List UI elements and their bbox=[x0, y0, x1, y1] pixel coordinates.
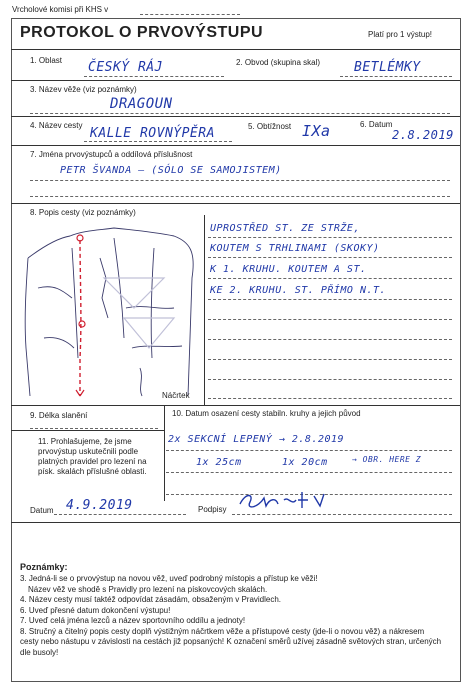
popis-rule bbox=[208, 319, 452, 320]
popis-line: K 1. KRUHU. KOUTEM A ST. bbox=[210, 264, 367, 275]
notes-title: Poznámky: bbox=[20, 562, 68, 572]
row8-divider bbox=[11, 405, 460, 406]
route-sketch bbox=[14, 218, 202, 404]
note-item: 8. Stručný a čitelný popis cesty doplň výstižným náčrtkem věže a přístupové cesty (jde-li o novou věž) a nákresem cesty nebo nástupu v závislosti na cestách již popsaných! K označení směrů užívej zásadně světových stran, určených dle busoly! bbox=[20, 626, 442, 657]
obvod-line bbox=[340, 76, 452, 77]
popis-line: KE 2. KRUHU. ST. PŘÍMO N.T. bbox=[210, 285, 387, 296]
slani-line bbox=[30, 428, 158, 429]
popis-rule bbox=[208, 237, 452, 238]
slani-label: 9. Délka slanění bbox=[30, 411, 88, 420]
stamp-watermark bbox=[104, 278, 174, 348]
osazeni-line2c: → OBR. HERE Z bbox=[352, 455, 422, 464]
sketch-divider bbox=[204, 215, 205, 405]
row4-divider bbox=[11, 145, 460, 146]
popis-line: KOUTEM S TRHLINAMI (SKOKY) bbox=[210, 243, 380, 254]
note-item: 4. Název cesty musí taktéž odpovídat zásadám, obsaženým v Pravidlech. bbox=[20, 595, 282, 604]
osazeni-label: 10. Datum osazení cesty stabiln. kruhy a jejich původ bbox=[172, 409, 361, 418]
popis-rule bbox=[208, 398, 452, 399]
datum2-line bbox=[54, 514, 186, 515]
popis-rule bbox=[208, 257, 452, 258]
belay-ring-icon bbox=[79, 321, 85, 327]
jmena-line2 bbox=[30, 196, 450, 197]
note-item: 6. Uveď přesné datum dokončení výstupu! bbox=[20, 605, 171, 615]
rock-detail bbox=[38, 238, 182, 358]
popis-rule bbox=[208, 278, 452, 279]
oblast-label: 1. Oblast bbox=[30, 56, 63, 65]
note-item: 7. Uveď celá jména lezců a název sportovního oddílu a jednoty! bbox=[20, 616, 246, 625]
jmena-value: PETR ŠVANDA – (SÓLO SE SAMOJISTEM) bbox=[60, 165, 282, 176]
jmena-label: 7. Jména prvovýstupců a oddílová příslušnost bbox=[30, 150, 193, 159]
cesta-line bbox=[84, 141, 232, 142]
popis-line: UPROSTŘED ST. ZE STRŽE, bbox=[210, 223, 360, 234]
osazeni-rule bbox=[166, 450, 452, 451]
sketch-caption: Náčrtek bbox=[162, 391, 190, 400]
row7-divider bbox=[11, 203, 460, 204]
osazeni-line1: 2x SEKCNÍ LEPENÝ → 2.8.2019 bbox=[168, 434, 345, 445]
cesta-label: 4. Název cesty bbox=[30, 121, 83, 130]
cesta-value: KALLE ROVNÝPĚRA bbox=[90, 126, 215, 141]
datum-value: 2.8.2019 bbox=[392, 128, 454, 142]
osazeni-line2b: 1x 20cm bbox=[282, 457, 328, 468]
obvod-label: 2. Obvod (skupina skal) bbox=[236, 58, 321, 67]
committee-blank bbox=[140, 14, 240, 15]
podpisy-label: Podpisy bbox=[198, 505, 227, 514]
popis-rule bbox=[208, 379, 452, 380]
page-title: PROTOKOL O PRVOVÝSTUPU bbox=[20, 24, 264, 41]
vez-value: DRAGOUN bbox=[110, 96, 173, 112]
tower-outline bbox=[25, 228, 193, 396]
signature-icon bbox=[236, 486, 328, 514]
vez-label: 3. Název věže (viz poznámky) bbox=[30, 85, 137, 94]
vez-line bbox=[30, 113, 450, 114]
datum-label: 6. Datum bbox=[360, 120, 393, 129]
osazeni-rule bbox=[166, 472, 452, 473]
datum2-label: Datum bbox=[30, 506, 54, 515]
header-divider bbox=[11, 49, 460, 50]
datum2-value: 4.9.2019 bbox=[66, 498, 133, 513]
copy-note: Platí pro 1 výstup! bbox=[368, 30, 433, 39]
popis-rule bbox=[208, 299, 452, 300]
popis-label: 8. Popis cesty (viz poznámky) bbox=[30, 208, 136, 217]
prohlaseni-text: 11. Prohlašujeme, že jsme prvovýstup uskutečnili podle platných pravidel pro lezení na písk. skalách příslušné oblasti. bbox=[38, 437, 147, 476]
oblast-value: ČESKÝ RÁJ bbox=[88, 60, 163, 75]
route-line bbox=[80, 240, 81, 396]
row9-vdivider bbox=[164, 405, 165, 501]
oblast-line bbox=[84, 76, 224, 77]
notes-list bbox=[20, 574, 444, 658]
obtiznost-value: IXa bbox=[302, 122, 331, 140]
row9-divider bbox=[11, 430, 164, 431]
jmena-line1 bbox=[30, 180, 450, 181]
obvod-value: BETLÉMKY bbox=[354, 60, 421, 75]
popis-rule bbox=[208, 339, 452, 340]
obtiznost-label: 5. Obtížnost bbox=[248, 122, 292, 131]
note-item: Název věž ve shodě s Pravidly pro lezení na pískovcových skalách. bbox=[28, 584, 268, 594]
podpisy-line bbox=[232, 514, 452, 515]
popis-rule bbox=[208, 359, 452, 360]
note-item: 3. Jedná-li se o prvovýstup na novou věž, uveď podrobný místopis a přístup ke věži! bbox=[20, 574, 318, 583]
committee-line: Vrcholové komisi při KHS v bbox=[12, 5, 109, 14]
osazeni-line2a: 1x 25cm bbox=[196, 457, 242, 468]
notes-divider bbox=[11, 522, 460, 523]
row1-divider bbox=[11, 80, 460, 81]
rock-crack bbox=[100, 258, 142, 396]
row3-divider bbox=[11, 116, 460, 117]
